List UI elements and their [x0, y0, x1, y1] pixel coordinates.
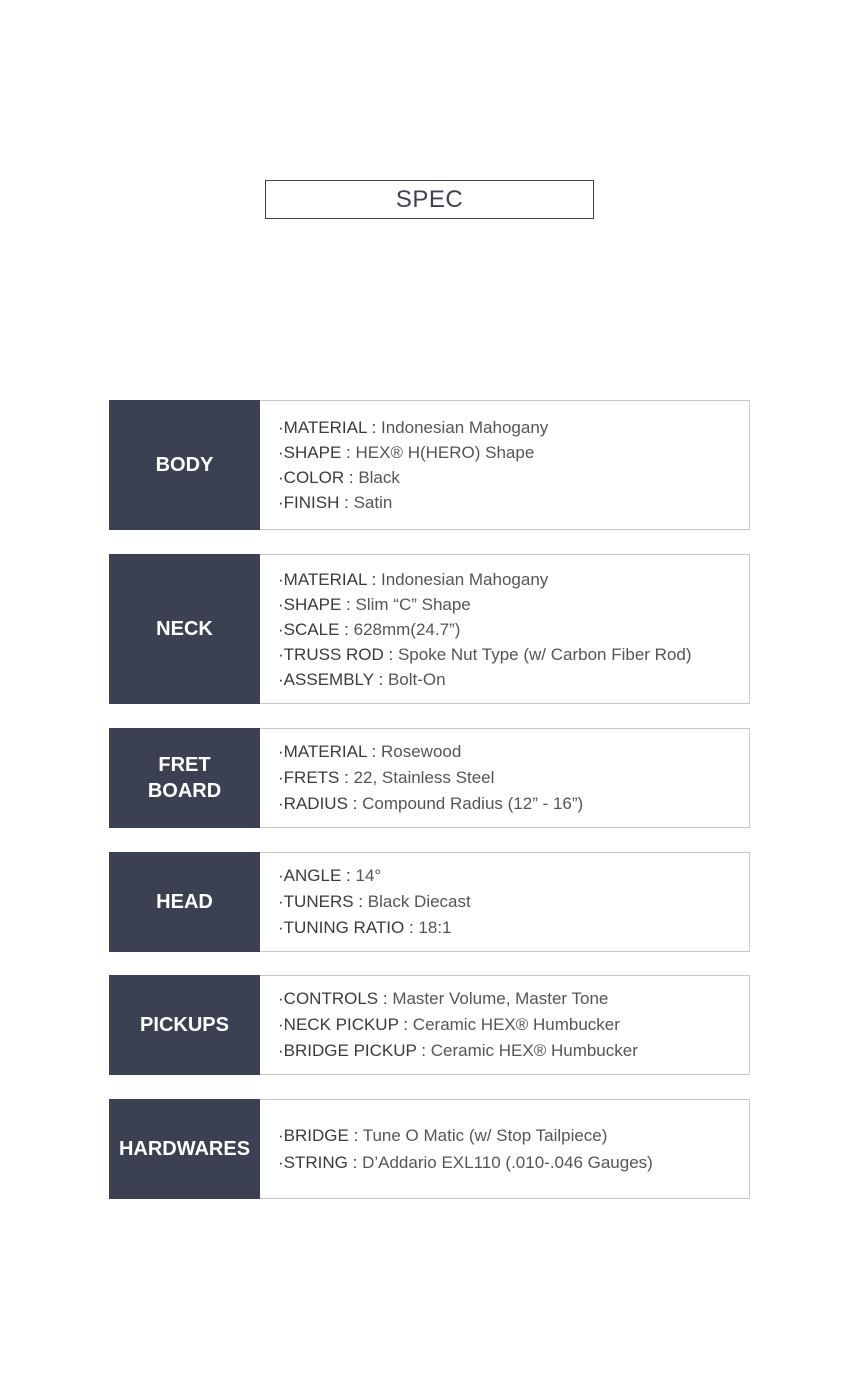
spec-value: HEX® H(HERO) Shape	[355, 443, 535, 462]
section-header-label: PICKUPS	[140, 1014, 229, 1036]
spec-section-head	[109, 852, 750, 952]
spec-row	[278, 567, 749, 592]
section-header-label: BODY	[155, 454, 214, 476]
section-header-label: NECK	[156, 618, 213, 640]
section-header-label-line-2: BOARD	[147, 780, 222, 802]
spec-value: Ceramic HEX® Humbucker	[430, 1041, 638, 1060]
section-details	[260, 554, 750, 704]
section-header-label-line-1: FRET	[158, 754, 211, 776]
spec-section-fret-board	[109, 728, 750, 828]
spec-key: · MATERIAL :	[278, 570, 376, 589]
spec-value: Compound Radius (12” - 16”)	[362, 794, 584, 813]
spec-row	[278, 415, 749, 440]
spec-key: · RADIUS :	[278, 794, 357, 813]
spec-row	[278, 1149, 749, 1176]
spec-value: Indonesian Mahogany	[380, 569, 549, 589]
spec-row	[278, 915, 749, 941]
spec-key: · FRETS :	[278, 768, 349, 787]
spec-value: Indonesian Mahogany	[380, 418, 549, 437]
spec-key: · ANGLE :	[278, 866, 351, 885]
spec-key: · MATERIAL :	[278, 418, 376, 437]
spec-row	[278, 465, 749, 490]
spec-section-neck	[109, 554, 750, 704]
section-details	[260, 975, 750, 1075]
spec-key: · COLOR :	[278, 468, 354, 487]
section-details	[260, 852, 750, 952]
section-header	[109, 975, 260, 1075]
section-header	[109, 554, 260, 704]
spec-key: · CONTROLS :	[278, 989, 388, 1008]
spec-value: Rosewood	[380, 742, 462, 761]
spec-section-hardwares	[109, 1099, 750, 1199]
spec-value: Black Diecast	[367, 892, 471, 911]
spec-key: · FINISH :	[278, 493, 349, 512]
spec-key: · BRIDGE :	[278, 1126, 358, 1145]
spec-section-pickups	[109, 975, 750, 1075]
spec-value: Bolt-On	[387, 669, 446, 689]
spec-row	[278, 863, 749, 889]
spec-key: · BRIDGE PICKUP :	[278, 1041, 426, 1060]
spec-value: Slim “C” Shape	[355, 594, 471, 614]
spec-title: SPEC	[265, 180, 594, 219]
spec-row	[278, 592, 749, 617]
spec-key: · SCALE :	[278, 620, 349, 639]
spec-value: Satin	[353, 493, 393, 512]
spec-section-body	[109, 400, 750, 530]
spec-key: · TRUSS ROD :	[278, 645, 393, 664]
spec-row	[278, 1122, 749, 1149]
spec-row	[278, 642, 749, 667]
spec-value: 18:1	[418, 918, 452, 937]
section-header	[109, 400, 260, 530]
section-details	[260, 1099, 750, 1199]
spec-value: 22, Stainless Steel	[353, 768, 495, 787]
spec-row	[278, 765, 749, 791]
spec-value: Spoke Nut Type (w/ Carbon Fiber Rod)	[397, 644, 692, 664]
section-header	[109, 728, 260, 828]
spec-key: · SHAPE :	[278, 443, 351, 462]
spec-value: Master Volume, Master Tone	[392, 989, 609, 1008]
spec-value: Ceramic HEX® Humbucker	[412, 1015, 620, 1034]
spec-value: 14°	[355, 866, 382, 885]
spec-value: 628mm(24.7”)	[353, 619, 461, 639]
section-details	[260, 400, 750, 530]
section-details	[260, 728, 750, 828]
spec-value: D’Addario EXL110 (.010-.046 Gauges)	[362, 1153, 653, 1172]
spec-row	[278, 889, 749, 915]
spec-value: Tune O Matic (w/ Stop Tailpiece)	[362, 1126, 608, 1145]
spec-key: · SHAPE :	[278, 595, 351, 614]
spec-key: · NECK PICKUP :	[278, 1015, 408, 1034]
spec-value: Black	[358, 468, 400, 487]
spec-row	[278, 440, 749, 465]
section-header	[109, 852, 260, 952]
section-header	[109, 1099, 260, 1199]
spec-row	[278, 1038, 749, 1064]
spec-row	[278, 490, 749, 515]
spec-key: · STRING :	[278, 1153, 357, 1172]
spec-key: · ASSEMBLY :	[278, 670, 383, 689]
spec-row	[278, 739, 749, 765]
spec-row	[278, 617, 749, 642]
spec-row	[278, 667, 749, 692]
spec-row	[278, 1012, 749, 1038]
spec-key: · MATERIAL :	[278, 742, 376, 761]
spec-row	[278, 791, 749, 817]
spec-key: · TUNING RATIO :	[278, 918, 414, 937]
section-header-label: HEAD	[156, 891, 213, 913]
section-header-label: HARDWARES	[118, 1138, 251, 1160]
spec-key: · TUNERS :	[278, 892, 363, 911]
spec-row	[278, 986, 749, 1012]
